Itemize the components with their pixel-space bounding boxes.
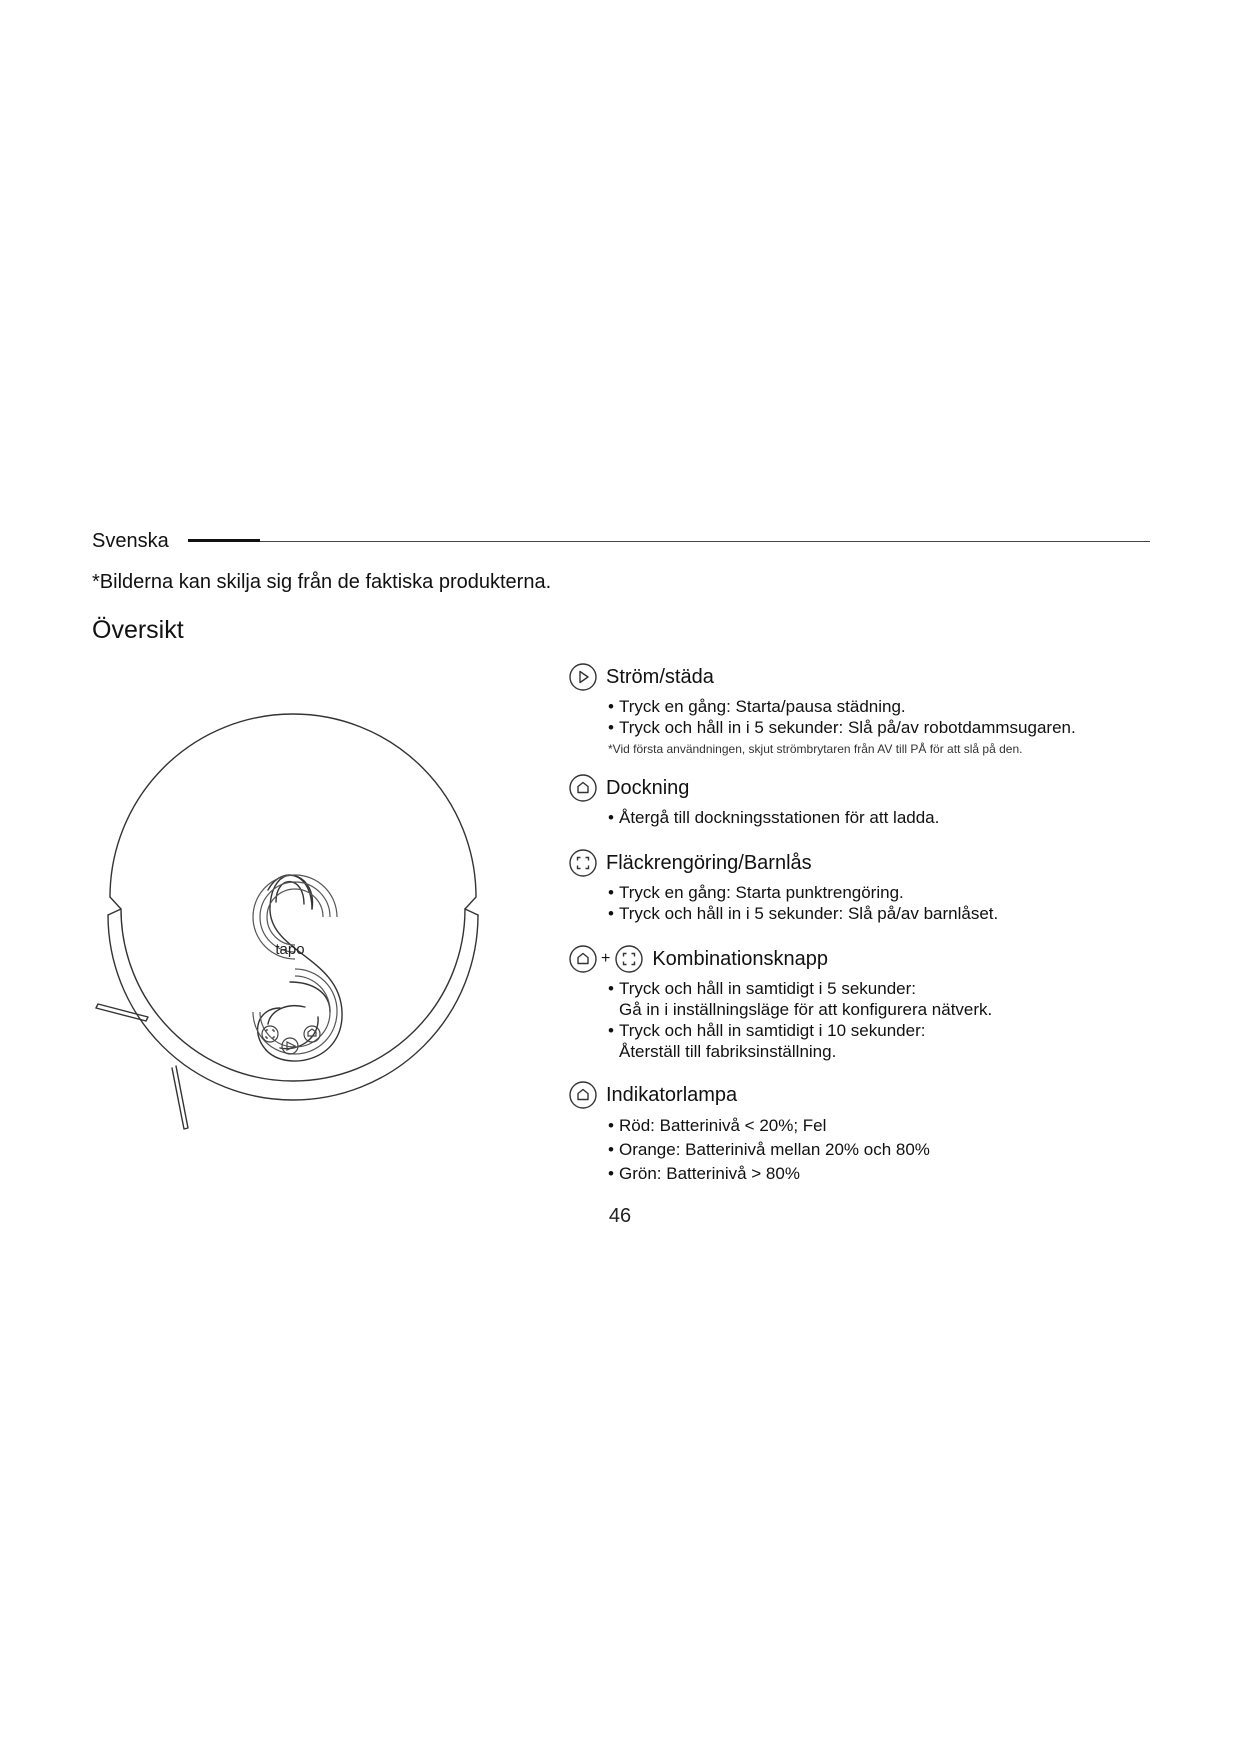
feature-title: Ström/städa — [606, 665, 714, 688]
list-item: • Tryck och håll in i 5 sekunder: Slå på/av barnlåset. — [608, 903, 1168, 924]
list-item: • Röd: Batterinivå < 20%; Fel — [608, 1114, 1168, 1138]
disclaimer: *Bilderna kan skilja sig från de faktiska produkterna. — [92, 571, 552, 593]
header-rule — [188, 541, 1150, 542]
list-item-line: Gå in i inställningsläge för att konfigurera nätverk. — [619, 1000, 993, 1019]
list-item — [608, 978, 1168, 1020]
robot-vacuum-illustration — [90, 712, 530, 1132]
list-item: • Tryck en gång: Starta/pausa städning. — [608, 696, 1168, 717]
language-header — [92, 528, 1150, 554]
list-item-line: Tryck och håll in samtidigt i 5 sekunder: — [619, 979, 916, 998]
spot-icon — [568, 848, 598, 878]
tapo-logo: tapo — [275, 941, 305, 958]
language-label: Svenska — [92, 530, 169, 552]
list-item: • Grön: Batterinivå > 80% — [608, 1162, 1168, 1186]
list-item: • Tryck en gång: Starta punktrengöring. — [608, 882, 1168, 903]
list-item-line: Återställ till fabriksinställning. — [619, 1042, 837, 1061]
list-item: • Tryck och håll in i 5 sekunder: Slå på/av robotdammsugaren. — [608, 717, 1168, 738]
feature-docking — [568, 771, 1168, 828]
home-icon — [568, 1080, 598, 1110]
header-rule-accent — [188, 539, 260, 542]
list-item-line: Tryck och håll in samtidigt i 10 sekunder: — [619, 1021, 926, 1040]
feature-note: *Vid första användningen, skjut strömbrytaren från AV till PÅ för att slå på den. — [608, 742, 1023, 756]
plus-icon: + — [601, 950, 611, 967]
feature-title: Dockning — [606, 776, 690, 799]
feature-title: Indikatorlampa — [606, 1083, 738, 1106]
feature-spot-childlock — [568, 846, 1168, 924]
play-icon — [568, 662, 598, 692]
home-icon — [568, 944, 598, 974]
page-number: 46 — [608, 1205, 632, 1227]
feature-power-clean — [568, 660, 1168, 757]
list-item: • Återgå till dockningsstationen för att ladda. — [608, 807, 1168, 828]
home-icon — [568, 773, 598, 803]
feature-list — [568, 660, 1168, 1186]
spot-icon — [614, 944, 644, 974]
feature-combination — [568, 942, 1168, 1062]
feature-indicator — [568, 1078, 1168, 1186]
list-item — [608, 1020, 1168, 1062]
page-title: Översikt — [92, 616, 184, 644]
feature-title: Fläckrengöring/Barnlås — [606, 851, 812, 874]
feature-title: Kombinationsknapp — [652, 947, 829, 970]
list-item: • Orange: Batterinivå mellan 20% och 80% — [608, 1138, 1168, 1162]
